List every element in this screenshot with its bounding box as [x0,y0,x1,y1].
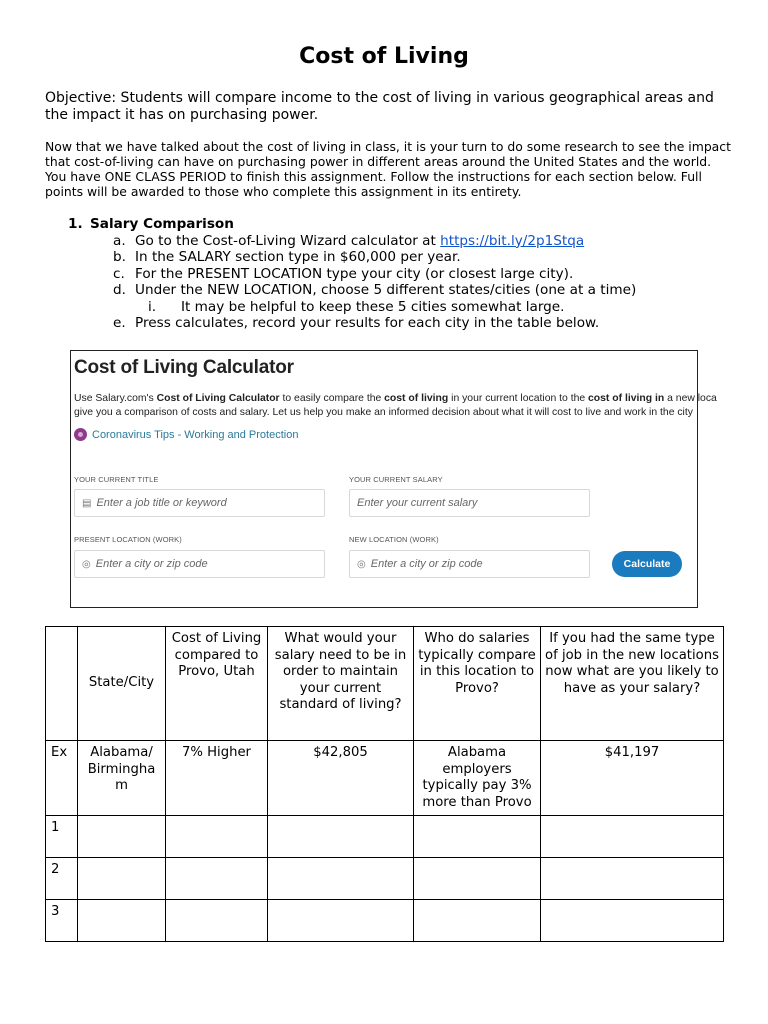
calculate-button[interactable]: Calculate [612,551,682,577]
table-row [46,900,724,942]
row-label: Ex [46,741,78,816]
coronavirus-tips-link[interactable]: Coronavirus Tips - Working and Protection [74,428,298,441]
calculator-title: Cost of Living Calculator [74,357,294,378]
step-c: c. For the PRESENT LOCATION type your city (or closest large city). [113,265,574,282]
calculator-screenshot [70,350,717,608]
header-cell: Cost of Living compared to Provo, Utah [166,627,268,741]
table-cell[interactable] [268,900,414,942]
objective-text: Objective: Students will compare income to the cost of living in various geographical areas and the impact it has on purchasing power. [45,90,714,123]
section-heading [68,216,728,233]
table-cell[interactable] [268,816,414,858]
table-cell[interactable] [541,816,724,858]
step-d-substep: i. It may be helpful to keep these 5 cities somewhat large. [148,298,565,315]
table-cell[interactable] [414,858,541,900]
section-heading-text: Salary Comparison [90,216,234,232]
page-title: Cost of Living [299,44,469,69]
header-cell: If you had the same type of job in the new locations now what are you likely to have as your salary? [541,627,724,741]
calculator-link[interactable]: https://bit.ly/2p1Stqa [440,232,585,249]
table-cell[interactable] [541,858,724,900]
table-header-row [46,627,724,741]
table-cell[interactable] [268,858,414,900]
table-cell[interactable] [414,816,541,858]
table-cell[interactable] [541,900,724,942]
intro-paragraph: Now that we have talked about the cost of living in class, it is your turn to do some research to see the impact that cost-of-living can have on purchasing power in different areas around the United States and the world. You have ONE CLASS PERIOD to finish this assignment. Follow the instructions for each section below. Full points will be awarded to those who complete this assignment in its entirety. [45,139,731,199]
row-label: 2 [46,858,78,900]
present-location-input[interactable]: ◎ Enter a city or zip code [74,550,325,578]
table-cell[interactable] [78,816,166,858]
step-d: d. Under the NEW LOCATION, choose 5 different states/cities (one at a time) [113,282,637,298]
new-location-input[interactable]: ◎ Enter a city or zip code [349,550,590,578]
step-e: e. Press calculates, record your results for each city in the table below. [113,315,600,331]
section-number: 1. [68,216,83,232]
table-cell[interactable] [166,900,268,942]
table-cell[interactable] [414,900,541,942]
example-city: Alabama/ Birmingha m [78,741,166,816]
results-table [45,626,724,942]
globe-icon: ◎ [82,558,91,570]
salary-input[interactable]: Enter your current salary [349,489,590,517]
table-cell[interactable] [166,816,268,858]
header-cell: State/City [78,627,166,741]
header-cell: Who do salaries typically compare in this location to Provo? [414,627,541,741]
example-percent: 7% Higher [166,741,268,816]
table-cell[interactable] [166,858,268,900]
briefcase-icon: ▤ [82,497,92,509]
header-cell [46,627,78,741]
table-cell[interactable] [78,858,166,900]
salary-comparison-section [68,216,728,332]
row-label: 3 [46,900,78,942]
current-title-label: YOUR CURRENT TITLE [74,475,159,484]
current-salary-label: YOUR CURRENT SALARY [349,475,443,484]
globe-icon: ◎ [357,558,366,570]
job-title-input[interactable]: ▤ Enter a job title or keyword [74,489,325,517]
table-row [46,741,724,816]
table-cell[interactable] [78,900,166,942]
present-location-label: PRESENT LOCATION (WORK) [74,535,182,544]
calculator-description: Use Salary.com's Cost of Living Calculator to easily compare the cost of living in your current location to the cost of living in a new loca give you a comparison of costs and salary. Let us help you make an informed decision about what it will cost to live and work in the city [74,393,717,418]
example-needed-salary: $42,805 [268,741,414,816]
coronavirus-icon [74,428,87,441]
step-a: a. Go to the Cost-of-Living Wizard calculator at https://bit.ly/2p1Stqa [113,232,585,249]
header-cell: What would your salary need to be in order to maintain your current standard of living? [268,627,414,741]
example-comparison: Alabama employers typically pay 3% more than Provo [414,741,541,816]
table-row [46,816,724,858]
table-row [46,858,724,900]
example-new-salary: $41,197 [541,741,724,816]
row-label: 1 [46,816,78,858]
new-location-label: NEW LOCATION (WORK) [349,535,439,544]
step-b: b. In the SALARY section type in $60,000 per year. [113,249,461,265]
